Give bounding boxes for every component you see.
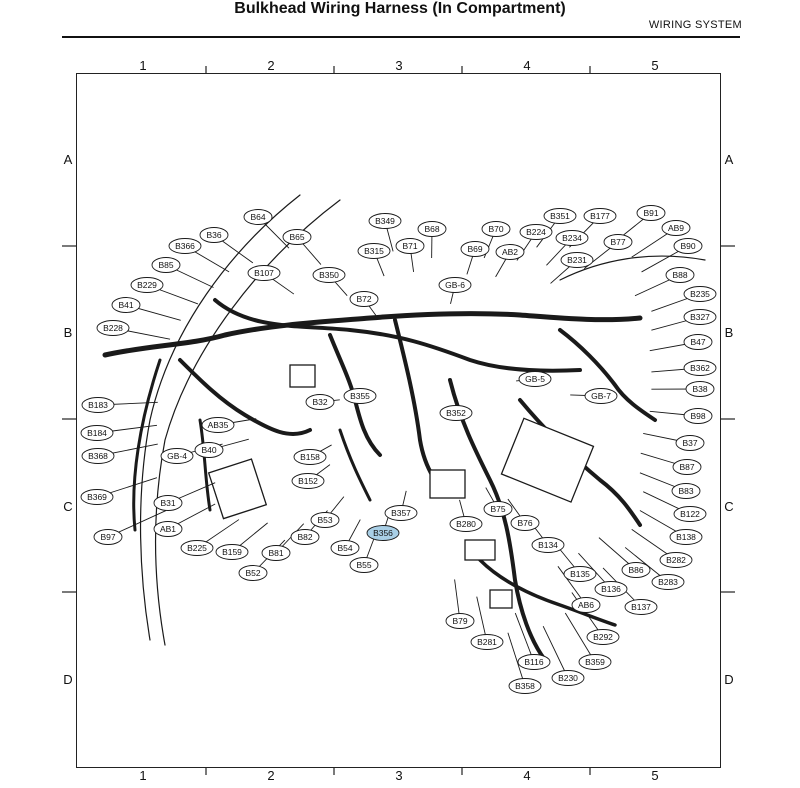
connector-label-b234 xyxy=(556,231,588,246)
connector-code: B47 xyxy=(690,337,706,347)
connector-code: B357 xyxy=(391,508,411,518)
connector-code: B53 xyxy=(317,515,333,525)
connector-label-b40 xyxy=(195,443,223,458)
connector-code: B83 xyxy=(678,486,694,496)
connector-label-b368 xyxy=(82,449,114,464)
connector-code: B38 xyxy=(692,384,708,394)
connector-code: B177 xyxy=(590,211,610,221)
connector-label-b70 xyxy=(482,222,510,237)
connector-code: B282 xyxy=(666,555,686,565)
connector-label-b183 xyxy=(82,398,114,413)
connector-label-b152 xyxy=(292,474,324,489)
connector-block-3 xyxy=(465,540,495,560)
connector-code: B159 xyxy=(222,547,242,557)
connector-code: B88 xyxy=(672,270,688,280)
connector-code: B281 xyxy=(477,637,497,647)
section-label: WIRING SYSTEM xyxy=(648,19,742,31)
connector-code: B235 xyxy=(690,289,710,299)
connector-label-b65 xyxy=(283,230,311,245)
connector-code: B116 xyxy=(524,657,544,667)
connector-label-b235 xyxy=(684,287,716,302)
connector-code: B75 xyxy=(490,504,506,514)
connector-label-b327 xyxy=(684,310,716,325)
connector-code: B225 xyxy=(187,543,207,553)
connector-code: B37 xyxy=(682,438,698,448)
leader-line xyxy=(543,626,568,678)
row-label-c: C xyxy=(63,499,73,514)
connector-label-ab1 xyxy=(154,522,182,537)
row-label-d-right: D xyxy=(724,672,734,687)
connector-code: B280 xyxy=(456,519,476,529)
connector-code: B234 xyxy=(562,233,582,243)
connector-code: B136 xyxy=(601,584,621,594)
connector-label-gb-4 xyxy=(161,449,193,464)
connector-label-b107 xyxy=(248,266,280,281)
connector-code: AB9 xyxy=(667,223,685,233)
col-label-4-bottom: 4 xyxy=(523,768,531,783)
connector-label-b138 xyxy=(670,530,702,545)
connector-label-b32 xyxy=(306,395,334,410)
connector-label-b37 xyxy=(676,436,704,451)
connector-code: B87 xyxy=(679,462,695,472)
connector-code: B183 xyxy=(88,400,108,410)
connector-label-b315 xyxy=(358,244,390,259)
connector-label-b282 xyxy=(660,553,692,568)
col-label-5-bottom: 5 xyxy=(651,768,659,783)
page-title: Bulkhead Wiring Harness (In Compartment) xyxy=(234,0,566,17)
connector-code: B122 xyxy=(680,509,700,519)
connector-label-ab6 xyxy=(572,598,600,613)
connector-label-b68 xyxy=(418,222,446,237)
connector-label-b280 xyxy=(450,517,482,532)
connector-label-b41 xyxy=(112,298,140,313)
connector-label-b357 xyxy=(385,506,417,521)
connector-code: B355 xyxy=(350,391,370,401)
connector-labels xyxy=(81,206,716,694)
connector-code: B368 xyxy=(88,451,108,461)
relay-block-left xyxy=(209,459,267,519)
connector-code: B97 xyxy=(100,532,116,542)
connector-code: B86 xyxy=(628,565,644,575)
row-label-a: A xyxy=(63,152,73,167)
connector-code: B358 xyxy=(515,681,535,691)
connector-code: B40 xyxy=(201,445,217,455)
connector-code: B31 xyxy=(160,498,176,508)
connector-label-b224 xyxy=(520,225,552,240)
connector-code: B52 xyxy=(245,568,261,578)
connector-code: AB35 xyxy=(207,420,229,430)
col-label-2-bottom: 2 xyxy=(267,768,275,783)
connector-label-ab9 xyxy=(662,221,690,236)
connector-label-b98 xyxy=(684,409,712,424)
connector-code: B65 xyxy=(289,232,305,242)
connector-code: B351 xyxy=(550,211,570,221)
connector-code: AB2 xyxy=(501,247,519,257)
connector-label-b122 xyxy=(674,507,706,522)
connector-code: B158 xyxy=(300,452,320,462)
connector-code: B134 xyxy=(538,540,558,550)
connector-label-b76 xyxy=(511,516,539,531)
connector-label-gb-6 xyxy=(439,278,471,293)
connector-label-b359 xyxy=(579,655,611,670)
connector-label-b72 xyxy=(350,292,378,307)
row-label-a-right: A xyxy=(724,152,734,167)
col-label-3-bottom: 3 xyxy=(395,768,403,783)
connector-label-b90 xyxy=(674,239,702,254)
connector-label-b225 xyxy=(181,541,213,556)
connector-label-b97 xyxy=(94,530,122,545)
connector-code: B77 xyxy=(610,237,626,247)
connector-label-gb-7 xyxy=(585,389,617,404)
connector-label-b69 xyxy=(461,242,489,257)
connector-code: B349 xyxy=(375,216,395,226)
col-label-2: 2 xyxy=(267,58,275,73)
connector-label-b55 xyxy=(350,558,378,573)
connector-label-b362 xyxy=(684,361,716,376)
connector-code: B152 xyxy=(298,476,318,486)
connector-code: B229 xyxy=(137,280,157,290)
connector-code: B107 xyxy=(254,268,274,278)
lower-left-branch xyxy=(200,420,210,510)
col-label-1: 1 xyxy=(139,58,147,73)
connector-label-b229 xyxy=(131,278,163,293)
connector-label-b85 xyxy=(152,258,180,273)
col-label-4: 4 xyxy=(523,58,531,73)
connector-label-b356 xyxy=(367,526,399,541)
connector-label-b230 xyxy=(552,671,584,686)
connector-code: B98 xyxy=(690,411,706,421)
connector-label-b88 xyxy=(666,268,694,283)
connector-code: B352 xyxy=(446,408,466,418)
connector-label-b82 xyxy=(291,530,319,545)
connector-block-2 xyxy=(430,470,465,498)
connector-code: B292 xyxy=(593,632,613,642)
connector-code: B283 xyxy=(658,577,678,587)
connector-label-b350 xyxy=(313,268,345,283)
connector-code: B138 xyxy=(676,532,696,542)
right-upper-branch xyxy=(560,330,655,420)
connector-label-b54 xyxy=(331,541,359,556)
connector-code: B72 xyxy=(356,294,372,304)
connector-block-4 xyxy=(490,590,512,608)
connector-code: B350 xyxy=(319,270,339,280)
connector-label-b116 xyxy=(518,655,550,670)
connector-code: B366 xyxy=(175,241,195,251)
connector-code: B231 xyxy=(567,255,587,265)
connector-code: B41 xyxy=(118,300,134,310)
connector-label-b75 xyxy=(484,502,512,517)
connector-label-b349 xyxy=(369,214,401,229)
connector-label-b83 xyxy=(672,484,700,499)
connector-code: AB6 xyxy=(577,600,595,610)
center-branch xyxy=(395,320,450,495)
col-label-5: 5 xyxy=(651,58,659,73)
connector-code: B315 xyxy=(364,246,384,256)
connector-label-b87 xyxy=(673,460,701,475)
connector-label-b36 xyxy=(200,228,228,243)
connector-code: B54 xyxy=(337,543,353,553)
connector-code: B362 xyxy=(690,363,710,373)
connector-label-b158 xyxy=(294,450,326,465)
connector-label-b137 xyxy=(625,600,657,615)
connector-code: B228 xyxy=(103,323,123,333)
connector-code: AB1 xyxy=(159,524,177,534)
connector-label-b135 xyxy=(564,567,596,582)
connector-code: B230 xyxy=(558,673,578,683)
connector-block-1 xyxy=(290,365,315,387)
connector-label-b31 xyxy=(154,496,182,511)
connector-label-b53 xyxy=(311,513,339,528)
connector-label-b52 xyxy=(239,566,267,581)
connector-code: GB-4 xyxy=(167,451,187,461)
connector-label-b351 xyxy=(544,209,576,224)
connector-label-b64 xyxy=(244,210,272,225)
connector-label-b177 xyxy=(584,209,616,224)
connector-label-b358 xyxy=(509,679,541,694)
grid-ticks xyxy=(62,66,735,775)
row-label-b: B xyxy=(63,325,73,340)
connector-label-b77 xyxy=(604,235,632,250)
label-leaders xyxy=(97,213,700,686)
connector-label-ab2 xyxy=(496,245,524,260)
connector-code: B69 xyxy=(467,244,483,254)
fuse-block-right xyxy=(501,418,593,502)
connector-code: B70 xyxy=(488,224,504,234)
connector-label-b352 xyxy=(440,406,472,421)
connector-label-b71 xyxy=(396,239,424,254)
col-label-1-bottom: 1 xyxy=(139,768,147,783)
connector-code: B55 xyxy=(356,560,372,570)
connector-label-b38 xyxy=(686,382,714,397)
connector-code: B359 xyxy=(585,657,605,667)
connector-code: B90 xyxy=(680,241,696,251)
connector-code: B36 xyxy=(206,230,222,240)
connector-code: GB-5 xyxy=(525,374,545,384)
connector-label-b281 xyxy=(471,635,503,650)
connector-label-b184 xyxy=(81,426,113,441)
connector-label-b231 xyxy=(561,253,593,268)
connector-label-b81 xyxy=(262,546,290,561)
connector-code: B32 xyxy=(312,397,328,407)
connector-label-ab35 xyxy=(202,418,234,433)
connector-code: B79 xyxy=(452,616,468,626)
connector-label-b355 xyxy=(344,389,376,404)
connector-code: B356 xyxy=(373,528,393,538)
connector-label-b91 xyxy=(637,206,665,221)
row-label-b-right: B xyxy=(724,325,734,340)
connector-code: B68 xyxy=(424,224,440,234)
connector-code: B64 xyxy=(250,212,266,222)
connector-label-b134 xyxy=(532,538,564,553)
connector-label-b283 xyxy=(652,575,684,590)
connector-code: GB-6 xyxy=(445,280,465,290)
connector-code: B91 xyxy=(643,208,659,218)
connector-code: B137 xyxy=(631,602,651,612)
connector-label-b136 xyxy=(595,582,627,597)
connector-code: B71 xyxy=(402,241,418,251)
connector-label-b369 xyxy=(81,490,113,505)
connector-label-b79 xyxy=(446,614,474,629)
connector-code: B369 xyxy=(87,492,107,502)
connector-code: B327 xyxy=(690,312,710,322)
connector-code: B85 xyxy=(158,260,174,270)
connector-label-b86 xyxy=(622,563,650,578)
connector-label-b47 xyxy=(684,335,712,350)
col-label-3: 3 xyxy=(395,58,403,73)
connector-code: B224 xyxy=(526,227,546,237)
center-loop xyxy=(340,430,370,500)
connector-code: B135 xyxy=(570,569,590,579)
connector-label-b159 xyxy=(216,545,248,560)
connector-code: GB-7 xyxy=(591,391,611,401)
connector-code: B82 xyxy=(297,532,313,542)
connector-label-gb-5 xyxy=(519,372,551,387)
connector-code: B81 xyxy=(268,548,284,558)
connector-label-b292 xyxy=(587,630,619,645)
connector-label-b228 xyxy=(97,321,129,336)
connector-label-b366 xyxy=(169,239,201,254)
row-label-d: D xyxy=(63,672,73,687)
row-label-c-right: C xyxy=(724,499,734,514)
connector-code: B76 xyxy=(517,518,533,528)
connector-code: B184 xyxy=(87,428,107,438)
